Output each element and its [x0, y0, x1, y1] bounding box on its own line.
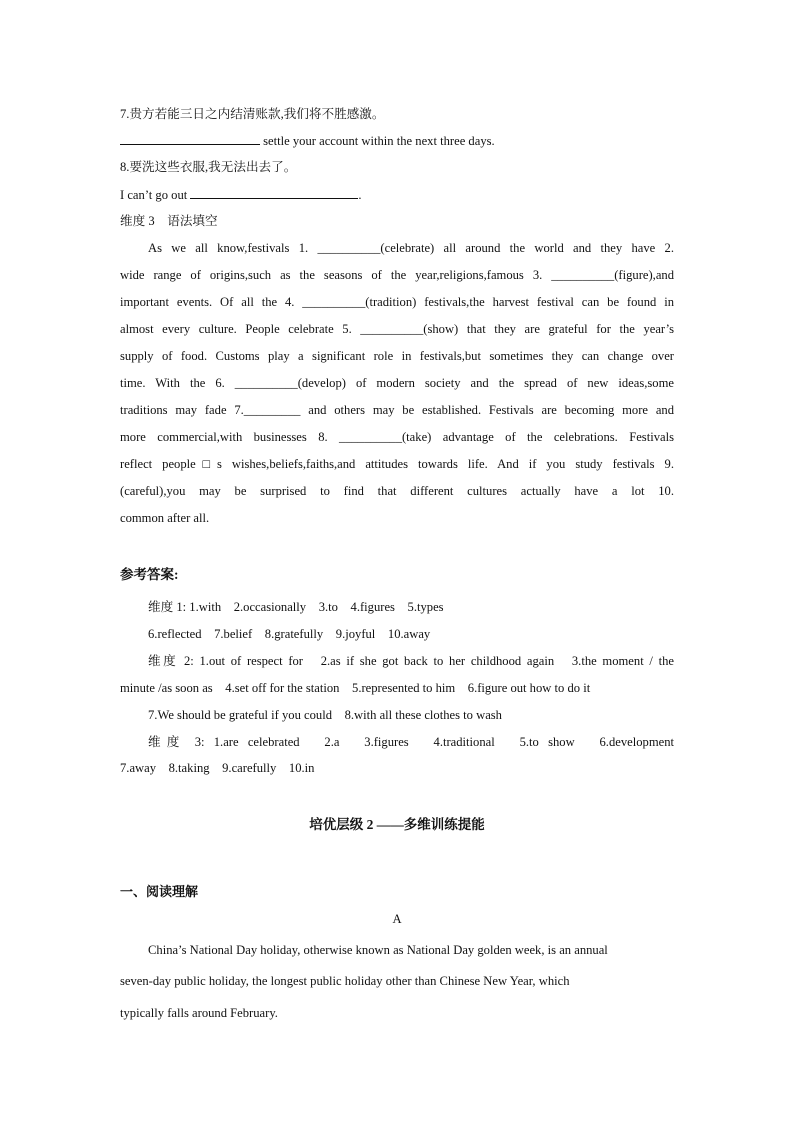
passage-line: reflect people□s wishes,beliefs,faiths,and attitudes towards life. And if you study festivals 9. [120, 457, 674, 471]
passage-line: wide range of origins,such as the seasons of the year,religions,famous 3. __________(figure),and [120, 268, 674, 282]
answers-heading: 参考答案: [120, 567, 179, 582]
reading-line: China’s National Day holiday, otherwise known as National Day golden week, is an annual [148, 943, 608, 957]
passage-line: important events. Of all the 4. __________(tradition) festivals,the harvest festival can be found in [120, 295, 674, 309]
passage-line: traditions may fade 7._________ and others may be established. Festivals are becoming more and [120, 403, 674, 417]
q8-english [120, 186, 362, 203]
passage-line: As we all know,festivals 1. __________(celebrate) all around the world and they have 2. [148, 241, 674, 255]
passage-line: more commercial,with businesses 8. __________(take) advantage of the celebrations. Festivals [120, 430, 674, 444]
answer-line: 7.away 8.taking 9.carefully 10.in [120, 761, 315, 775]
section-title: 培优层级 2 ——多维训练提能 [309, 817, 485, 832]
q7-english [120, 132, 495, 149]
q8-answer-blank[interactable] [190, 186, 358, 199]
passage-line: almost every culture. People celebrate 5. __________(show) that they are grateful for the year’s [120, 322, 674, 336]
q7-answer-blank[interactable] [120, 132, 260, 145]
answer-line: minute /as soon as 4.set off for the station 5.represented to him 6.figure out how to do it [120, 681, 591, 695]
q7-english-text: settle your account within the next three days. [260, 134, 495, 148]
article-label: A [392, 912, 402, 926]
reading-line: typically falls around February. [120, 1006, 278, 1020]
passage-line: common after all. [120, 511, 210, 525]
answer-line: 维度 2: 1.out of respect for 2.as if she got back to her childhood again 3.the moment / the [148, 654, 674, 668]
q8-chinese: 8.要洗这些衣服,我无法出去了。 [120, 160, 297, 174]
q7-chinese: 7.贵方若能三日之内结清账款,我们将不胜感激。 [120, 107, 385, 121]
answer-line: 7.We should be grateful if you could 8.with all these clothes to wash [148, 708, 502, 722]
answer-line: 6.reflected 7.belief 8.gratefully 9.joyful 10.away [148, 627, 431, 641]
answer-line: 维度 3: 1.are celebrated 2.a 3.figures 4.traditional 5.to show 6.development [148, 735, 674, 749]
passage-line: supply of food. Customs play a significant role in festivals,but sometimes they can change over [120, 349, 674, 363]
passage-line: (careful),you may be surprised to find that different cultures actually have a lot 10. [120, 484, 674, 498]
answer-line: 维度 1: 1.with 2.occasionally 3.to 4.figures 5.types [148, 600, 444, 614]
reading-line: seven-day public holiday, the longest public holiday other than Chinese New Year, which [120, 974, 570, 988]
q8-period: . [358, 188, 362, 202]
part-heading: 一、阅读理解 [120, 884, 199, 899]
q8-english-text: I can’t go out [120, 188, 191, 202]
dimension-3-heading: 维度 3 语法填空 [120, 214, 218, 228]
passage-line: time. With the 6. __________(develop) of modern society and the spread of new ideas,some [120, 376, 674, 390]
